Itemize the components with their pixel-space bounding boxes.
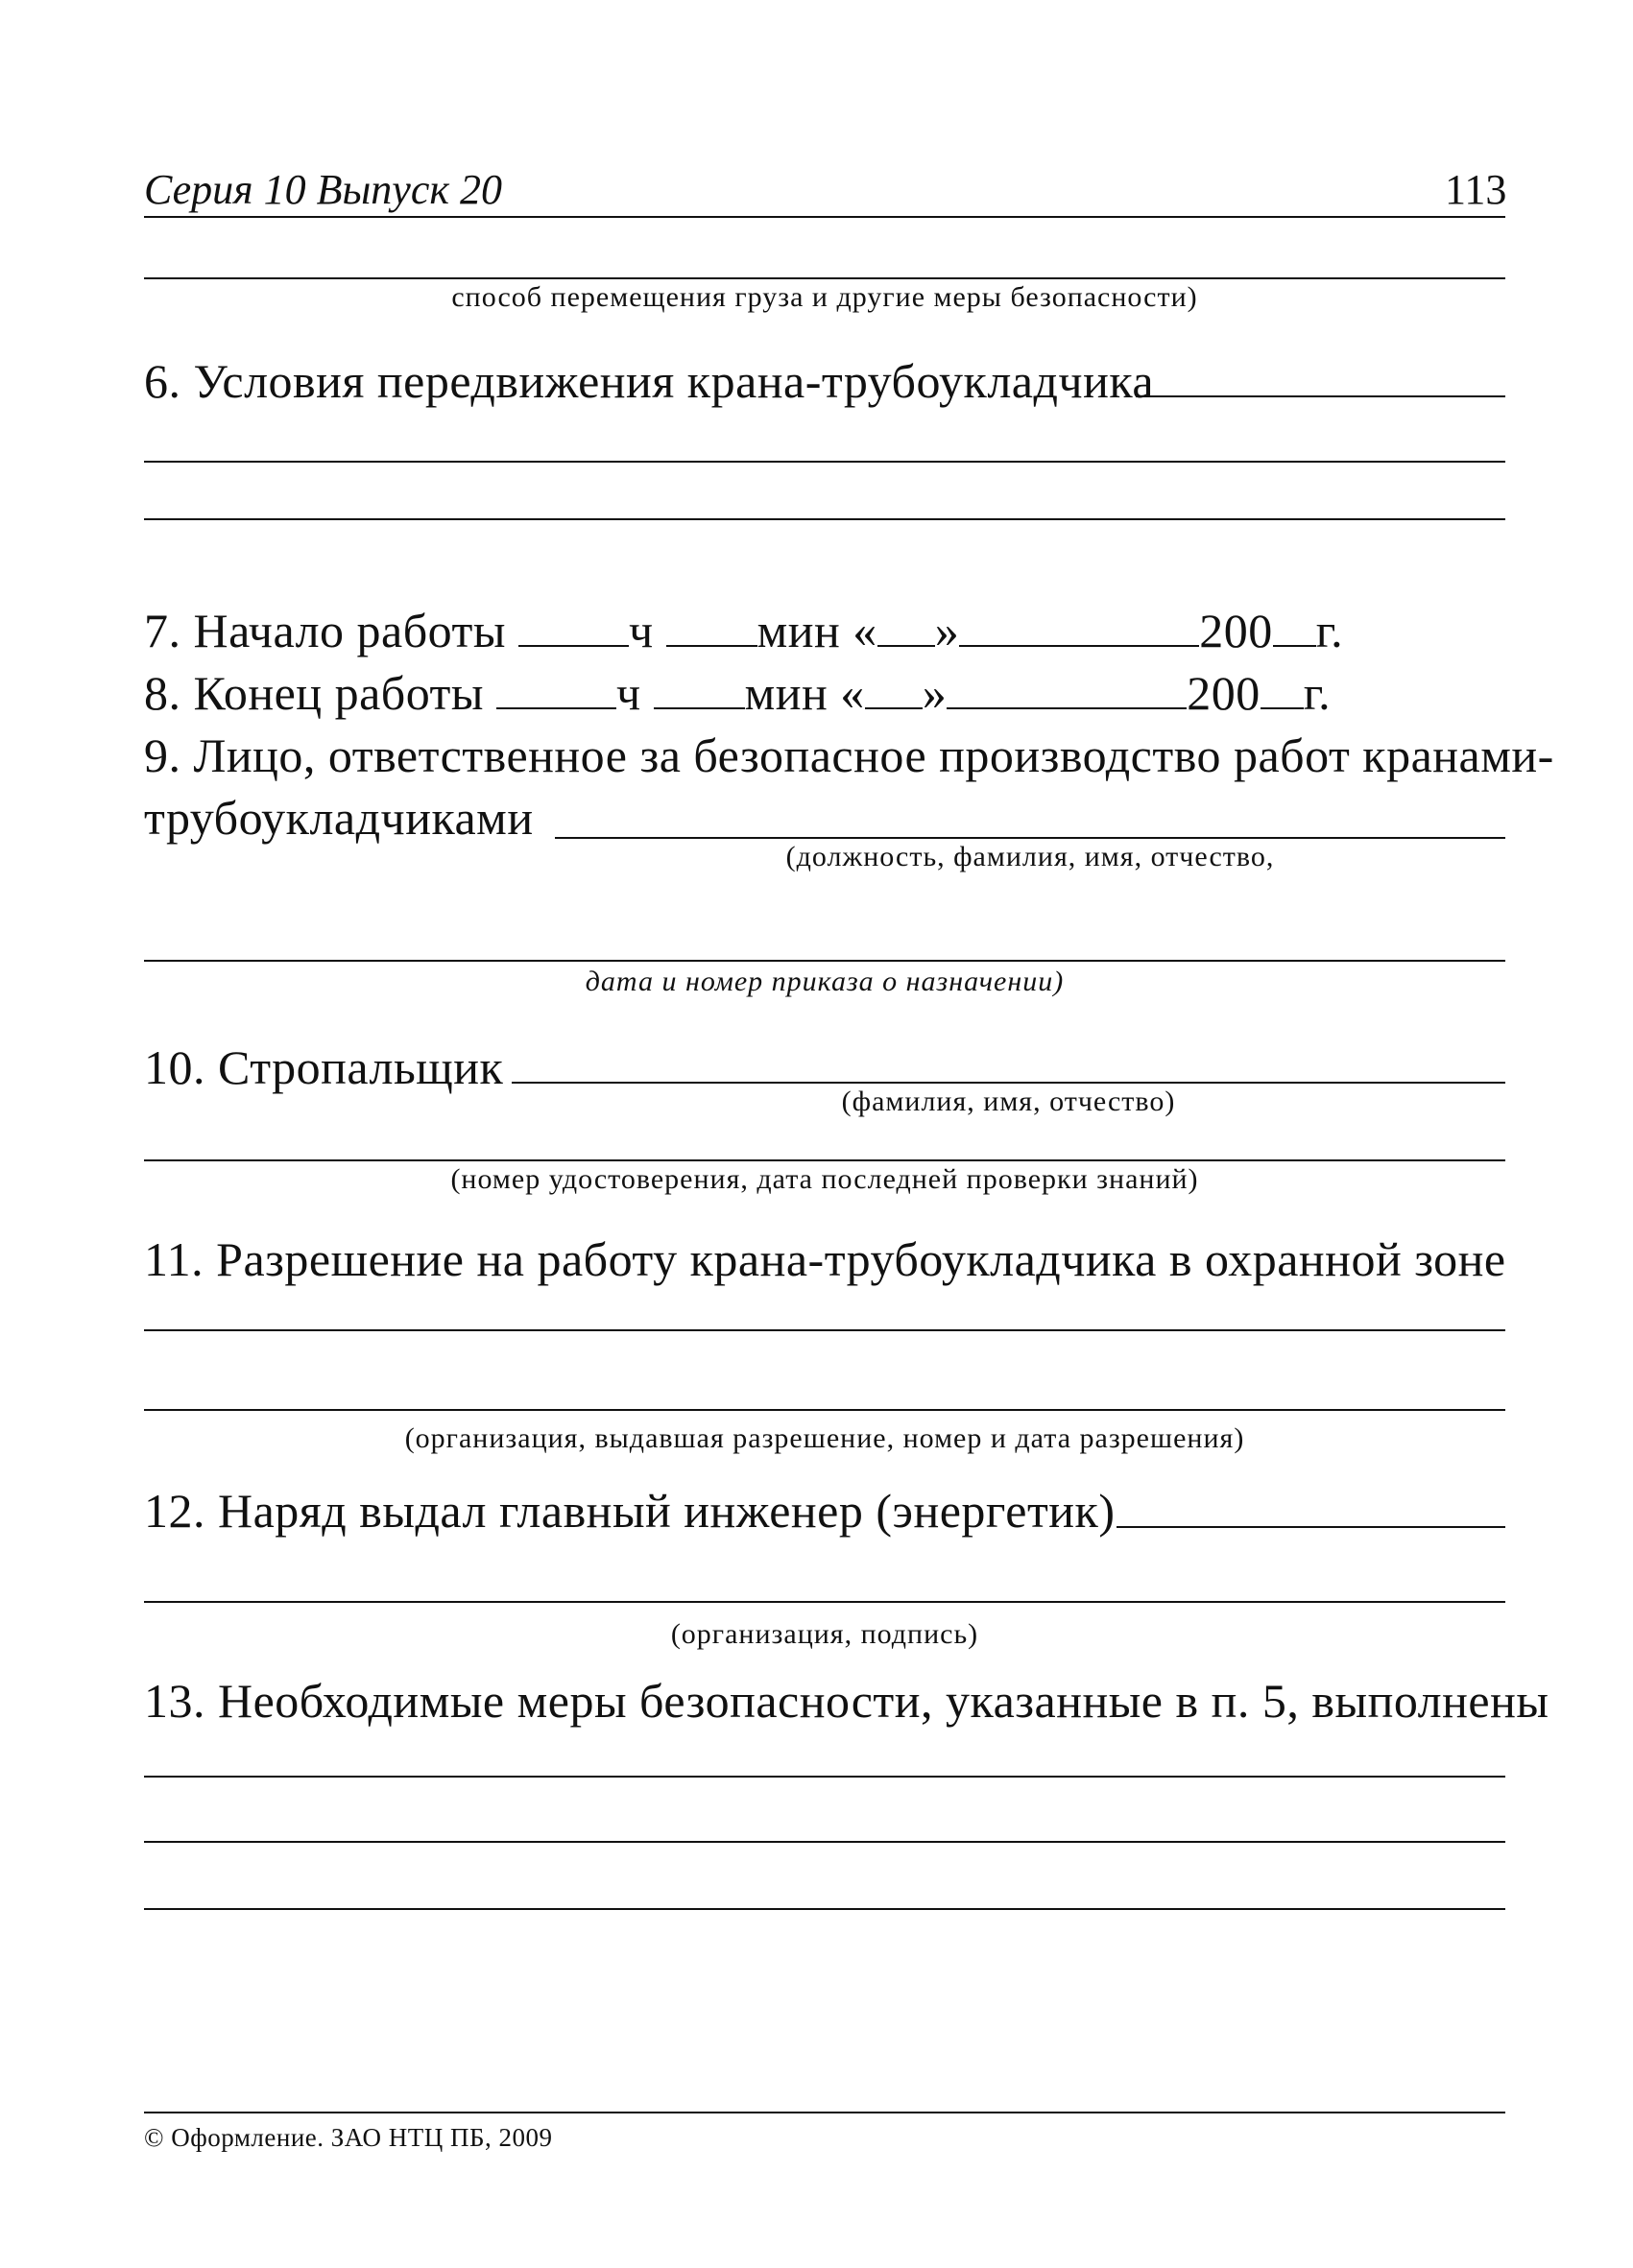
item-6-fill bbox=[1136, 395, 1505, 397]
item-9-fill bbox=[555, 837, 1505, 839]
hours-unit: ч bbox=[615, 666, 641, 720]
day-blank[interactable] bbox=[865, 667, 923, 709]
item-6-label: 6. Условия передвижения крана-трубоукладчика bbox=[144, 354, 1155, 408]
day-blank[interactable] bbox=[877, 605, 935, 647]
fill-line bbox=[144, 518, 1505, 520]
item-8-row bbox=[144, 665, 1331, 721]
hours-blank[interactable] bbox=[518, 605, 629, 647]
item-8-label: 8. Конец работы bbox=[144, 666, 484, 720]
item-7-row bbox=[144, 603, 1343, 658]
fill-line bbox=[144, 1159, 1505, 1161]
fill-line bbox=[144, 1409, 1505, 1411]
fill-line bbox=[144, 1841, 1505, 1843]
item-11-caption: (организация, выдавшая разрешение, номер и дата разрешения) bbox=[404, 1422, 1245, 1454]
year-suffix: г. bbox=[1303, 666, 1332, 720]
hours-blank[interactable] bbox=[496, 667, 616, 709]
quote-open: « bbox=[840, 666, 865, 720]
fill-line bbox=[144, 277, 1505, 279]
year-prefix: 200 bbox=[1199, 604, 1273, 657]
item-9-caption2: дата и номер приказа о назначении) bbox=[585, 966, 1065, 997]
item-10-fill bbox=[512, 1082, 1505, 1084]
header-rule bbox=[144, 216, 1505, 218]
item-12-caption: (организация, подпись) bbox=[670, 1618, 979, 1650]
month-blank[interactable] bbox=[947, 667, 1187, 709]
item-10-caption2: (номер удостоверения, дата последней проверки знаний) bbox=[450, 1163, 1199, 1195]
quote-close: » bbox=[922, 666, 948, 720]
item-12-label: 12. Наряд выдал главный инженер (энергетик) bbox=[144, 1484, 1116, 1538]
year-suffix: г. bbox=[1315, 604, 1344, 657]
series-title: Серия 10 Выпуск 20 bbox=[144, 166, 502, 213]
year-blank[interactable] bbox=[1261, 667, 1304, 709]
minutes-unit: мин bbox=[756, 604, 841, 657]
item-10-caption1: (фамилия, имя, отчество) bbox=[841, 1086, 1176, 1117]
minutes-unit: мин bbox=[744, 666, 829, 720]
item-13-label: 13. Необходимые меры безопасности, указанные в п. 5, выполнены bbox=[144, 1674, 1549, 1728]
fill-line bbox=[144, 960, 1505, 962]
caption-cargo: способ перемещения груза и другие меры безопасности) bbox=[451, 281, 1198, 313]
minutes-blank[interactable] bbox=[654, 667, 745, 709]
page-number: 113 bbox=[1445, 166, 1507, 213]
fill-line bbox=[144, 461, 1505, 463]
quote-close: » bbox=[934, 604, 960, 657]
quote-open: « bbox=[853, 604, 877, 657]
footer-rule bbox=[144, 2112, 1505, 2113]
item-11-label: 11. Разрешение на работу крана-трубоукладчика в охранной зоне bbox=[144, 1232, 1506, 1286]
year-prefix: 200 bbox=[1187, 666, 1261, 720]
fill-line bbox=[144, 1329, 1505, 1331]
item-10-label: 10. Стропальщик bbox=[144, 1040, 504, 1094]
item-9-caption1: (должность, фамилия, имя, отчество, bbox=[785, 841, 1275, 872]
month-blank[interactable] bbox=[959, 605, 1199, 647]
year-blank[interactable] bbox=[1273, 605, 1316, 647]
fill-line bbox=[144, 1908, 1505, 1910]
fill-line bbox=[144, 1776, 1505, 1778]
hours-unit: ч bbox=[628, 604, 654, 657]
item-7-label: 7. Начало работы bbox=[144, 604, 506, 657]
item-12-fill bbox=[1117, 1526, 1505, 1528]
minutes-blank[interactable] bbox=[666, 605, 757, 647]
footer-copyright: © Оформление. ЗАО НТЦ ПБ, 2009 bbox=[144, 2123, 553, 2152]
item-9-line1: 9. Лицо, ответственное за безопасное производство работ кранами- bbox=[144, 728, 1554, 782]
item-9-line2: трубоукладчиками bbox=[144, 791, 534, 845]
fill-line bbox=[144, 1601, 1505, 1603]
